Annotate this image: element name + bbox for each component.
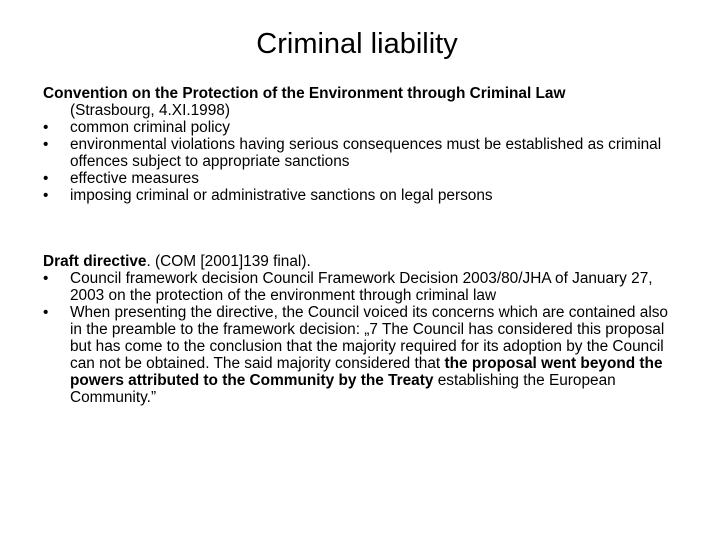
list-item-text: Council framework decision Council Framework Decision 2003/80/JHA of January 27, 2003 on the protection of the environment through criminal law <box>70 270 653 304</box>
list-item <box>43 270 683 304</box>
draft-directive-heading-ref: . (COM [2001]139 final). <box>146 253 311 270</box>
draft-directive-bullet-list <box>43 270 683 406</box>
draft-directive-heading <box>43 253 683 270</box>
bullet-icon: • <box>43 119 49 136</box>
bullet-icon: • <box>43 170 49 187</box>
quote-text-part1: When presenting the directive, the Council voiced its concerns which are contained also in the preamble to the framework decision: „7 The Council has considered this proposal but has come to the conclusion that the majority required for its adoption by the Council can not be obtained. The said majority considered that <box>70 304 668 372</box>
bullet-icon: • <box>43 304 49 321</box>
list-item <box>43 136 683 170</box>
draft-directive-section <box>43 253 683 406</box>
slide-title: Criminal liability <box>256 28 458 60</box>
list-item <box>43 187 683 204</box>
quote-text-emphasis: the proposal went beyond the powers attributed to the Community by the Treaty <box>70 355 663 389</box>
convention-bullet-list <box>43 119 683 204</box>
list-item-text: effective measures <box>70 170 199 187</box>
list-item-text: environmental violations having serious consequences must be established as criminal offences subject to appropriate sanctions <box>70 136 662 170</box>
convention-heading <box>43 85 683 102</box>
list-item <box>43 170 683 187</box>
convention-section <box>43 85 683 204</box>
bullet-icon: • <box>43 136 49 153</box>
list-item-text: imposing criminal or administrative sanctions on legal persons <box>70 187 493 204</box>
list-item <box>43 304 683 406</box>
bullet-icon: • <box>43 187 49 204</box>
convention-heading-date: (Strasbourg, 4.XI.1998) <box>70 102 230 119</box>
draft-directive-heading-bold: Draft directive <box>43 253 147 270</box>
bullet-icon: • <box>43 270 49 287</box>
quote-text-part3: establishing the European Community.” <box>70 372 616 406</box>
list-item <box>43 119 683 136</box>
list-item-text <box>70 304 668 406</box>
list-item-text: common criminal policy <box>70 119 230 136</box>
convention-heading-text: Convention on the Protection of the Environment through Criminal Law <box>43 85 566 102</box>
